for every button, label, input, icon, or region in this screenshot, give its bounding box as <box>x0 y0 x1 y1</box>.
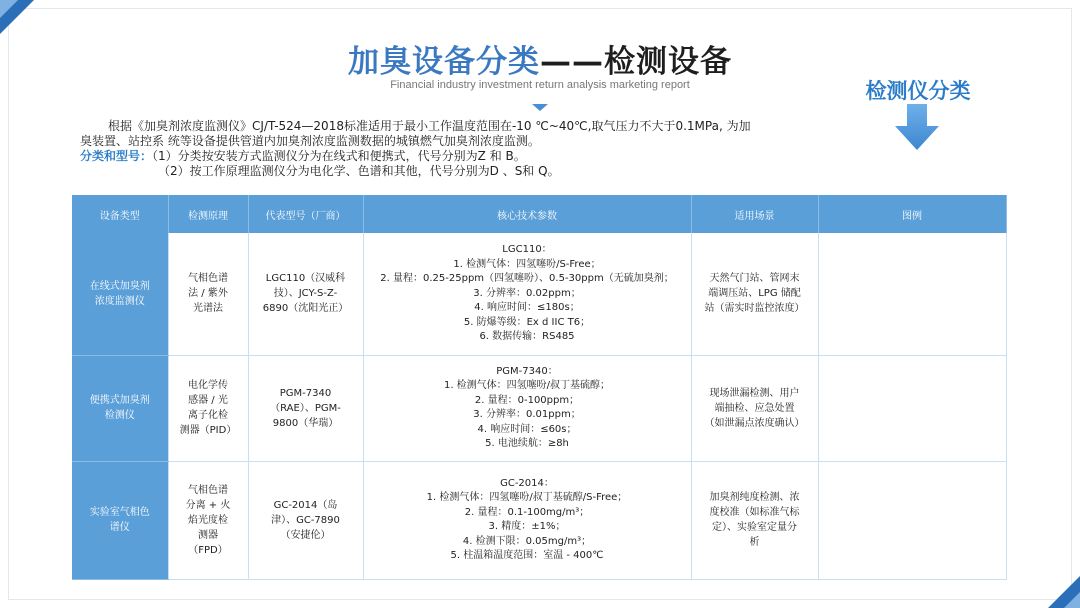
cell-model <box>248 355 363 461</box>
cell-principle-line: 气相色谱 <box>188 484 228 496</box>
page-subtitle: Financial industry investment return analysis marketing report <box>390 79 690 91</box>
cell-params-line: 4. 响应时间：≤60s； <box>477 423 577 435</box>
cell-principle-line: 电化学传 <box>188 380 228 391</box>
device-table <box>72 195 1006 580</box>
cell-params-line: LGC110： <box>502 244 552 255</box>
classification-1: （1）分类按安装方式监测仪分为在线式和便携式，代号分别为Z 和 B。 <box>152 149 526 163</box>
cell-params-line: 2. 量程：0.25-25ppm（四氢噻吩）、0.5-30ppm（无硫加臭剂； <box>380 273 674 284</box>
cell-principle-line: 离子化检 <box>188 410 228 421</box>
cell-device-type-line: 便携式加臭剂 <box>89 395 150 406</box>
cell-scene-line: 加臭剂纯度检测、浓 <box>709 492 800 503</box>
cell-scene-line: （如泄漏点浓度确认） <box>704 417 805 429</box>
cell-scene <box>691 233 818 355</box>
cell-params-line: 1. 检测气体：四氢噻吩/叔丁基硫醇； <box>443 380 611 391</box>
cell-scene-line: 天然气门站、管网末 <box>709 273 800 285</box>
cell-principle-line: 焰光度检 <box>188 514 228 526</box>
side-label: 检测仪分类 <box>865 79 971 103</box>
cell-params <box>363 461 691 579</box>
cell-device-type <box>72 355 168 461</box>
down-arrow-icon <box>895 104 939 150</box>
cell-params-line: 5. 电池续航：≥8h <box>485 438 569 449</box>
cell-model <box>248 233 363 355</box>
cell-params-line: 2. 量程：0-100ppm； <box>474 394 580 406</box>
cell-model-line: 津）、GC-7890 <box>271 514 340 526</box>
cell-scene-line: 度校准（如标准气标 <box>709 507 800 518</box>
cell-model-line: LGC110（汉威科 <box>265 273 346 285</box>
classification-label: 分类和型号： <box>80 149 153 163</box>
triangle-down-icon <box>532 104 548 111</box>
header-principle: 检测原理 <box>168 195 248 233</box>
cell-params-line: 2. 量程：0.1-100mg/m³； <box>464 506 590 518</box>
cell-model-line: GC-2014（岛 <box>273 499 338 511</box>
cell-scene-line: 析 <box>749 537 760 548</box>
header-params: 核心技术参数 <box>363 195 691 233</box>
cell-params <box>363 355 691 461</box>
intro-line2: 臭装置、站控系 统等设备提供管道内加臭剂浓度监测数据的城镇燃气加臭剂浓度监测。 <box>80 134 540 148</box>
cell-principle-line: 测器 <box>198 529 218 541</box>
cell-principle-line: 感器 / 光 <box>188 395 228 406</box>
cell-params-line: 5. 防爆等级：Ex d IIC T6； <box>463 316 591 328</box>
cell-device-type-line: 浓度监测仪 <box>94 295 145 307</box>
cell-device-type-line: 实验室气相色 <box>89 507 150 518</box>
intro-line1: 根据《加臭剂浓度监测仪》CJ/T-524—2018标准适用于最小工作温度范围在-10 ℃~40℃,取气压力不大于0.1MPa, 为加 <box>108 119 751 133</box>
header-type: 设备类型 <box>72 195 168 233</box>
cell-device-type <box>72 461 168 579</box>
cell-model-line: 技）、JCY-S-Z- <box>273 288 338 300</box>
cell-device-type <box>72 233 168 355</box>
cell-scene <box>691 355 818 461</box>
cell-legend <box>818 233 1006 355</box>
corner-decoration-bottom-right-inner <box>1064 592 1080 608</box>
cell-params-line: 1. 检测气体：四氢噻吩/叔丁基硫醇/S-Free； <box>426 492 628 503</box>
cell-scene-line: 站（需实时监控浓度） <box>704 303 805 315</box>
cell-params <box>363 233 691 355</box>
cell-params-line: 6. 数据传输：RS485 <box>479 331 575 342</box>
cell-model-line: （RAE）、PGM- <box>270 402 341 414</box>
cell-params-line: PGM-7340： <box>496 365 558 377</box>
cell-principle-line: （FPD） <box>188 544 228 556</box>
table-header-row <box>72 195 1006 233</box>
cell-params-line: 4. 响应时间：≤180s； <box>474 302 580 313</box>
cell-params-line: 1. 检测气体：四氢噻吩/S-Free； <box>453 258 601 270</box>
cell-principle-line: 光谱法 <box>193 303 223 315</box>
table-row <box>72 461 1006 579</box>
cell-params-line: 5. 柱温箱温度范围：室温 - 400℃ <box>450 550 604 561</box>
table-row <box>72 355 1006 461</box>
cell-params-line: 4. 检测下限：0.05mg/m³； <box>462 535 592 547</box>
cell-principle-line: 测器（PID） <box>179 425 237 436</box>
header-scene: 适用场景 <box>691 195 818 233</box>
title-part2: ——检测设备 <box>540 44 732 80</box>
classification-2: （2）按工作原理监测仪分为电化学、色谱和其他，代号分别为D 、S和 Q。 <box>158 164 560 178</box>
corner-decoration-top-left-inner <box>0 0 18 18</box>
cell-principle <box>168 233 248 355</box>
cell-scene-line: 端调压站、LPG 储配 <box>708 288 801 300</box>
cell-scene-line: 端抽检、应急处置 <box>714 402 795 414</box>
cell-principle-line: 法 / 紫外 <box>188 288 228 300</box>
cell-scene <box>691 461 818 579</box>
cell-legend <box>818 355 1006 461</box>
cell-device-type-line: 在线式加臭剂 <box>89 280 150 292</box>
cell-scene-line: 现场泄漏检测、用户 <box>709 387 800 399</box>
header-legend: 图例 <box>818 195 1006 233</box>
cell-model-line: PGM-7340 <box>279 387 332 399</box>
cell-principle <box>168 461 248 579</box>
classification-line1 <box>80 149 760 164</box>
cell-params-line: 3. 精度：±1%； <box>488 521 566 532</box>
intro-text <box>80 119 760 179</box>
cell-principle <box>168 355 248 461</box>
cell-params-line: 3. 分辨率：0.02ppm； <box>473 287 581 299</box>
cell-device-type-line: 检测仪 <box>104 410 135 421</box>
cell-legend <box>818 461 1006 579</box>
cell-principle-line: 气相色谱 <box>188 273 228 285</box>
cell-scene-line: 定）、实验室定量分 <box>712 522 797 533</box>
header-model: 代表型号（厂商） <box>248 195 363 233</box>
cell-model-line: 6890（沈阳光正） <box>262 303 349 315</box>
cell-params-line: GC-2014： <box>500 477 554 489</box>
table-row <box>72 233 1006 355</box>
cell-params-line: 3. 分辨率：0.01ppm； <box>473 409 581 420</box>
cell-model <box>248 461 363 579</box>
title-part1: 加臭设备分类 <box>348 44 540 80</box>
cell-principle-line: 分离 + 火 <box>185 499 231 511</box>
cell-device-type-line: 谱仪 <box>109 522 130 533</box>
cell-model-line: 9800（华瑞） <box>272 417 339 429</box>
cell-model-line: （安捷伦） <box>280 529 331 541</box>
